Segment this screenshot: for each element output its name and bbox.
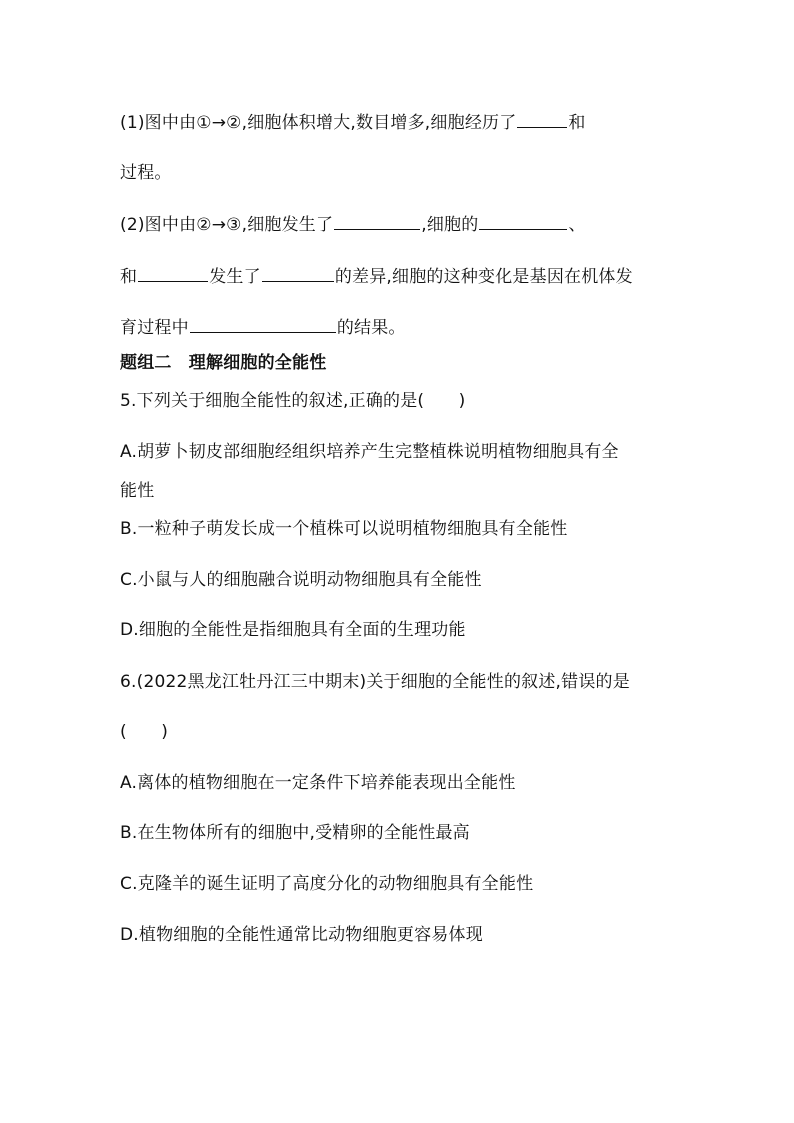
q2-blank-4[interactable]	[262, 264, 334, 282]
q1-line-1	[120, 110, 586, 134]
q1-text-a: (1)图中由①→②,细胞体积增大,数目增多,细胞经历了	[120, 113, 517, 133]
q2-line-1	[120, 212, 586, 236]
q6-stem-line-1: 6.(2022黑龙江牡丹江三中期末)关于细胞的全能性的叙述,错误的是	[120, 672, 630, 692]
q5-option-a-line-2[interactable]: 能性	[120, 481, 155, 501]
q2-text-e: 发生了	[209, 267, 261, 287]
q6-option-b[interactable]: B.在生物体所有的细胞中,受精卵的全能性最高	[120, 823, 470, 843]
q1-text-b: 和	[568, 113, 586, 133]
q2-blank-3[interactable]	[138, 264, 208, 282]
q2-blank-5[interactable]	[190, 315, 336, 333]
q5-stem: 5.下列关于细胞全能性的叙述,正确的是( )	[120, 391, 466, 411]
q5-option-a-line-1[interactable]: A.胡萝卜韧皮部细胞经组织培养产生完整植株说明植物细胞具有全	[120, 442, 619, 462]
q6-stem-line-2: ( )	[120, 722, 169, 742]
q2-text-b: ,细胞的	[421, 215, 479, 235]
q6-option-d[interactable]: D.植物细胞的全能性通常比动物细胞更容易体现	[120, 925, 483, 945]
q6-option-a[interactable]: A.离体的植物细胞在一定条件下培养能表现出全能性	[120, 773, 516, 793]
q5-option-c[interactable]: C.小鼠与人的细胞融合说明动物细胞具有全能性	[120, 570, 482, 590]
q2-blank-2[interactable]	[479, 212, 567, 230]
q1-text-c: 过程。	[120, 163, 172, 183]
q2-text-c: 、	[568, 215, 586, 235]
group-heading: 题组二 理解细胞的全能性	[120, 353, 327, 373]
q5-option-d[interactable]: D.细胞的全能性是指细胞具有全面的生理功能	[120, 620, 466, 640]
q6-option-c[interactable]: C.克隆羊的诞生证明了高度分化的动物细胞具有全能性	[120, 874, 534, 894]
q1-line-2	[120, 162, 172, 184]
q2-blank-1[interactable]	[334, 212, 420, 230]
q2-line-3	[120, 315, 406, 339]
q2-text-a: (2)图中由②→③,细胞发生了	[120, 215, 334, 235]
q2-line-2	[120, 264, 633, 288]
q2-text-d: 和	[120, 267, 138, 287]
q2-text-g: 育过程中	[120, 318, 189, 338]
q1-blank-1[interactable]	[517, 110, 567, 128]
q5-option-b[interactable]: B.一粒种子萌发长成一个植株可以说明植物细胞具有全能性	[120, 519, 568, 539]
q2-text-h: 的结果。	[336, 318, 406, 338]
q2-text-f: 的差异,细胞的这种变化是基因在机体发	[334, 267, 633, 287]
